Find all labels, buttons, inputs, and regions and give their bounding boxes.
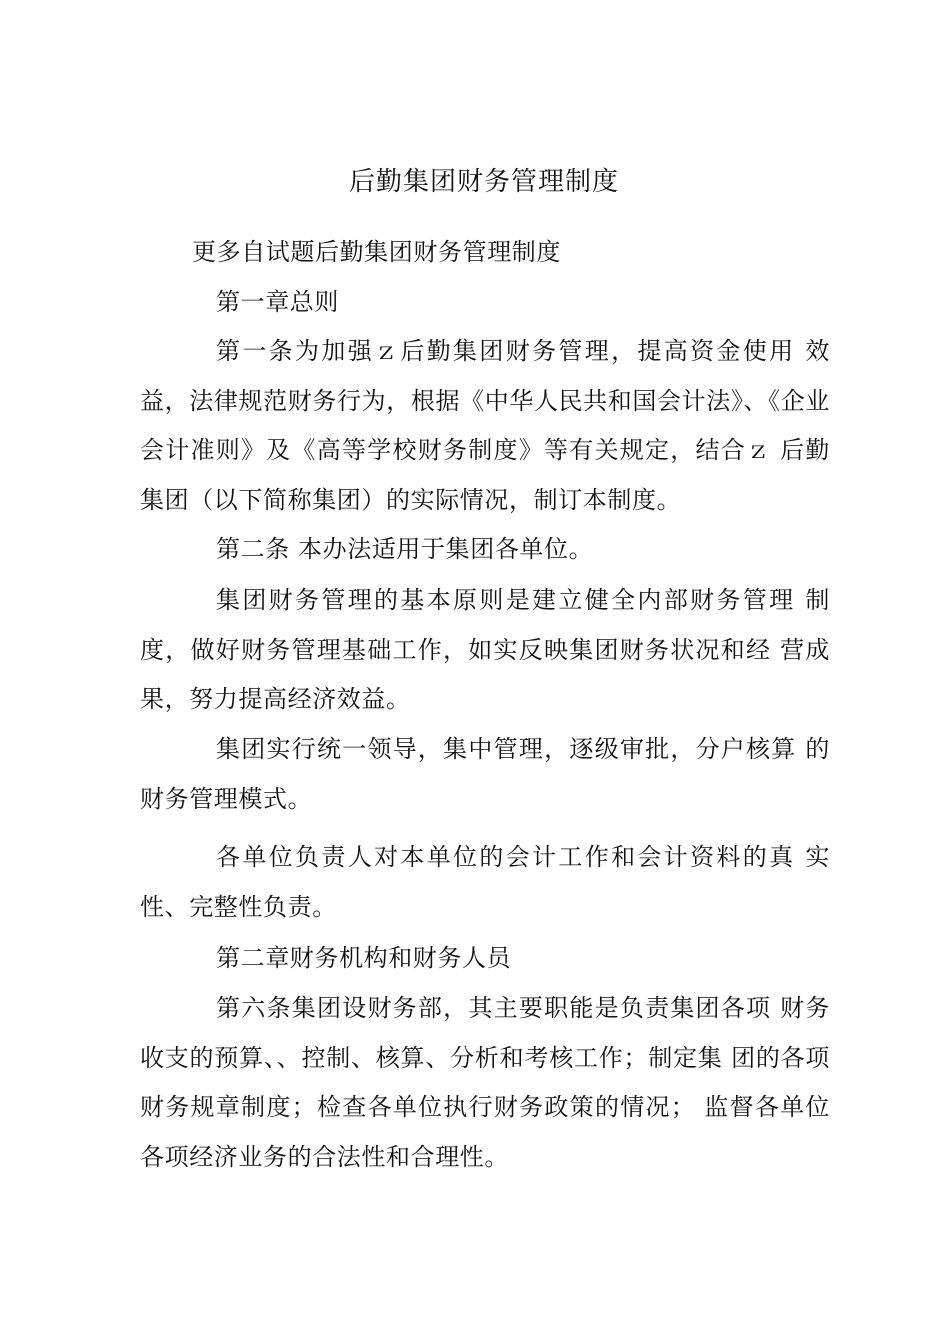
chapter-2-heading: 第二章财务机构和财务人员 bbox=[216, 944, 512, 972]
responsibility-paragraph: 各单位负责人对本单位的会计工作和会计资料的真 实性、完整性负责。 bbox=[140, 843, 830, 921]
management-mode-paragraph: 集团实行统一领导，集中管理，逐级审批，分户核算 的财务管理模式。 bbox=[140, 735, 830, 813]
basic-principle-paragraph: 集团财务管理的基本原则是建立健全内部财务管理 制度，做好财务管理基础工作，如实反映集团财务状况和经 营成果，努力提高经济效益。 bbox=[140, 586, 830, 713]
article-6-paragraph: 第六条集团设财务部，其主要职能是负责集团各项 财务收支的预算、、控制、核算、分析和考核工作；制定集 团的各项财务规章制度；检查各单位执行财务政策的情况； 监督各单位各项经济业务的合法性和合理性。 bbox=[140, 994, 830, 1171]
chapter-1-heading: 第一章总则 bbox=[216, 288, 339, 316]
subtitle-paragraph: 更多自试题后勤集团财务管理制度 bbox=[192, 238, 561, 266]
article-1-paragraph: 第一条为加强ｚ后勤集团财务管理，提高资金使用 效益，法律规范财务行为，根据《中华人民共和国会计法》、《企业会计准则》及《高等学校财务制度》等有关规定，结合ｚ 后勤集团（以下简称集团）的实际情况，制订本制度。 bbox=[140, 337, 830, 514]
document-title: 后勤集团财务管理制度 bbox=[348, 167, 619, 197]
article-2-paragraph: 第二条 本办法适用于集团各单位。 bbox=[216, 535, 594, 563]
